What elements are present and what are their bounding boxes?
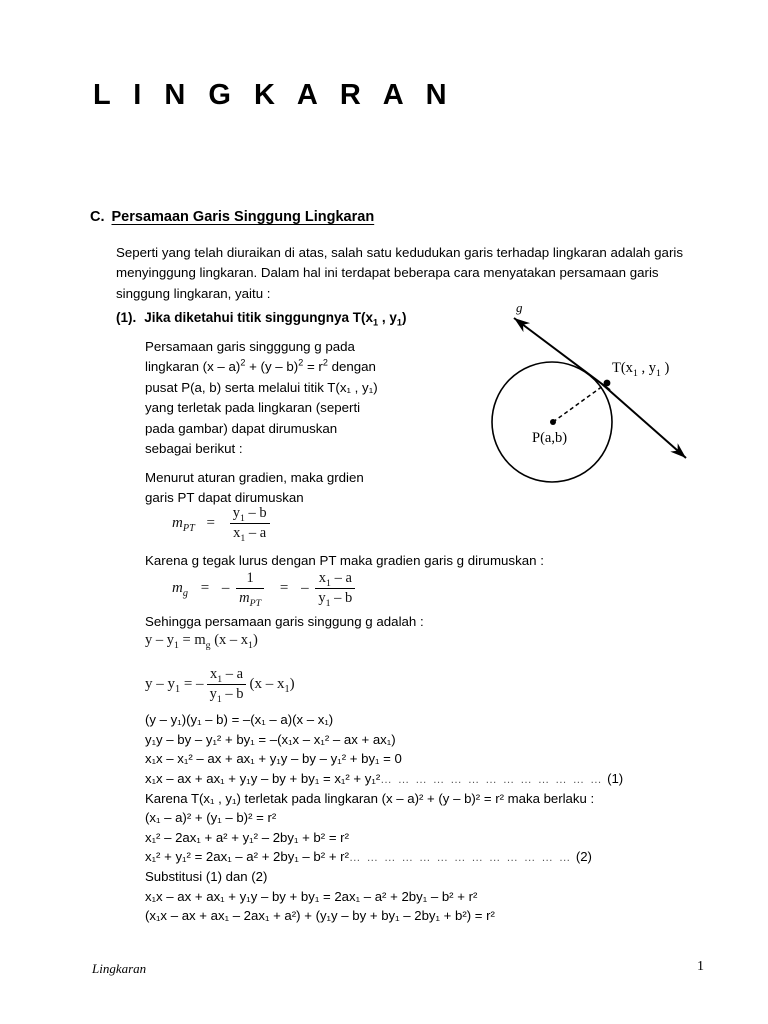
intro-paragraph: Seperti yang telah diuraikan di atas, salah satu kedudukan garis terhadap lingkaran adalah garis menyinggung lingkaran. Dalam hal ini terdapat beberapa cara menyatakan persamaan garis singgung lingkaran, yaitu : [116, 245, 683, 301]
derivation-block-1 [145, 710, 623, 790]
radius-dashed-line [553, 383, 607, 422]
section-letter: C. [90, 209, 105, 225]
tangent-line-upper [514, 318, 610, 390]
derivation-line: x₁x – ax + ax₁ + y₁y – by + by₁ = 2ax₁ – a² + 2by₁ – b² + r² [145, 888, 478, 904]
equation-number-2: (2) [575, 849, 592, 865]
page-number: 1 [697, 959, 704, 974]
fraction-expanded: $\frac{x_1 - a}{y_1 - b}$ [207, 666, 247, 703]
derivation-line: x₁x – x₁² – ax + ax₁ + y₁y – by – y₁² + by₁ = 0 [145, 751, 402, 767]
item-heading [116, 310, 407, 328]
label-center-point: P(a,b) [532, 430, 568, 446]
definition-line-3: pusat P(a, b) serta melalui titik T(x₁ , y₁) [145, 379, 378, 395]
gradient-paragraph [145, 468, 475, 509]
formula-point-slope: $y - y_1 = m_g$ $(x - x_1)$ [145, 632, 258, 651]
diagram-svg [490, 300, 710, 485]
formula-m-pt: $m_{PT}$ = $\frac{y_1 - b}{x_1 - a}$ [172, 505, 273, 542]
derivation-block-3 [145, 867, 495, 926]
label-line-g: g [516, 300, 523, 315]
definition-line-1: Persamaan garis singggung g pada [145, 339, 355, 354]
tangent-point-dot [604, 380, 611, 387]
fraction-m-pt: $\frac{y_1 - b}{x_1 - a}$ [230, 505, 270, 542]
equation-number-1: (1) [607, 770, 624, 786]
dot-leader: … … … … … … … … … … … … … [348, 852, 572, 865]
derivation-line-eq1: x₁x – ax + ax₁ + y₁y – by + by₁ = x₁² + y₁²… … … … … … … … … … … … … (1) [145, 770, 624, 786]
section-heading [90, 209, 374, 225]
derivation-line: (x₁x – ax + ax₁ – 2ax₁ + a²) + (y₁y – by + by₁ – 2by₁ + b²) = r² [145, 908, 495, 924]
fraction-m-g: $\frac{x_1 - a}{y_1 - b}$ [315, 570, 355, 607]
definition-line-6: sebagai berikut : [145, 441, 243, 457]
gradient-line-1: Menurut aturan gradien, maka grdien [145, 470, 364, 485]
item-subscript-1: 1 [373, 317, 379, 328]
derivation-line: y₁y – by – y₁² + by₁ = –(x₁x – x₁² – ax + ax₁) [145, 731, 396, 747]
derivation-line: (x₁ – a)² + (y₁ – b)² = r² [145, 810, 277, 825]
fraction-inverse-m-pt: $\frac{1}{m_{PT}}$ [236, 570, 264, 607]
tangent-line-lower [602, 384, 686, 458]
karena-line: Karena T(x₁ , y₁) terletak pada lingkaran (x – a)² + (y – b)² = r² maka berlaku : [145, 791, 595, 806]
derivation-block-2 [145, 808, 592, 869]
item-heading-text: Jika diketahui titik singgungnya $T(x_1$ , $y_1$) [144, 310, 407, 328]
dot-leader: … … … … … … … … … … … … … [380, 773, 604, 786]
gradient-line-2: garis PT dapat dirumuskan [145, 490, 304, 506]
perpendicular-paragraph: Karena g tegak lurus dengan PT maka gradien garis g dirumuskan : [145, 553, 544, 568]
definition-line-4: yang terletak pada lingkaran (seperti [145, 400, 361, 416]
definition-line-5: pada gambar) dapat dirumuskan [145, 420, 338, 436]
tangent-paragraph: Sehingga persamaan garis singgung g adalah : [145, 614, 424, 629]
definition-paragraph: Persamaan garis singggung g pada lingkaran $(x - a)^2 + (y - b)^2 = r^2$ dengan pusat P(a, b) serta melalui titik T(x₁ , y₁) yang terletak pada lingkaran (seperti pada gambar) dapat dirumuskan sebagai berikut : [145, 339, 378, 457]
center-point-dot [550, 419, 556, 425]
formula-point-slope-expanded: y – $y_1$ = – $\frac{x_1 - a}{y_1 - b}$ $(x - x_1)$ [145, 666, 295, 705]
derivation-line: (y – y₁)(y₁ – b) = –(x₁ – a)(x – x₁) [145, 712, 334, 727]
section-title: Persamaan Garis Singgung Lingkaran [111, 209, 375, 225]
substitution-label: Substitusi (1) dan (2) [145, 869, 268, 884]
formula-m-g: $m_g$ = – $\frac{1}{m_{PT}}$ = – $\frac{x_1 - a}{y_1 - b}$ [172, 570, 358, 607]
derivation-line-eq2: x₁² + y₁² = 2ax₁ – a² + 2by₁ – b² + r²… … … … … … … … … … … … … (2) [145, 849, 592, 865]
page-title: L I N G K A R A N [93, 79, 455, 111]
derivation-line: x₁² – 2ax₁ + a² + y₁² – 2by₁ + b² = r² [145, 829, 349, 845]
item-number: (1). [116, 310, 137, 325]
tangent-circle-diagram [490, 300, 710, 485]
footer-label: Lingkaran [92, 961, 147, 976]
label-tangent-point: $T(x_1$ , $y_1$ ) [612, 360, 670, 379]
item-subscript-2: 1 [396, 317, 403, 328]
